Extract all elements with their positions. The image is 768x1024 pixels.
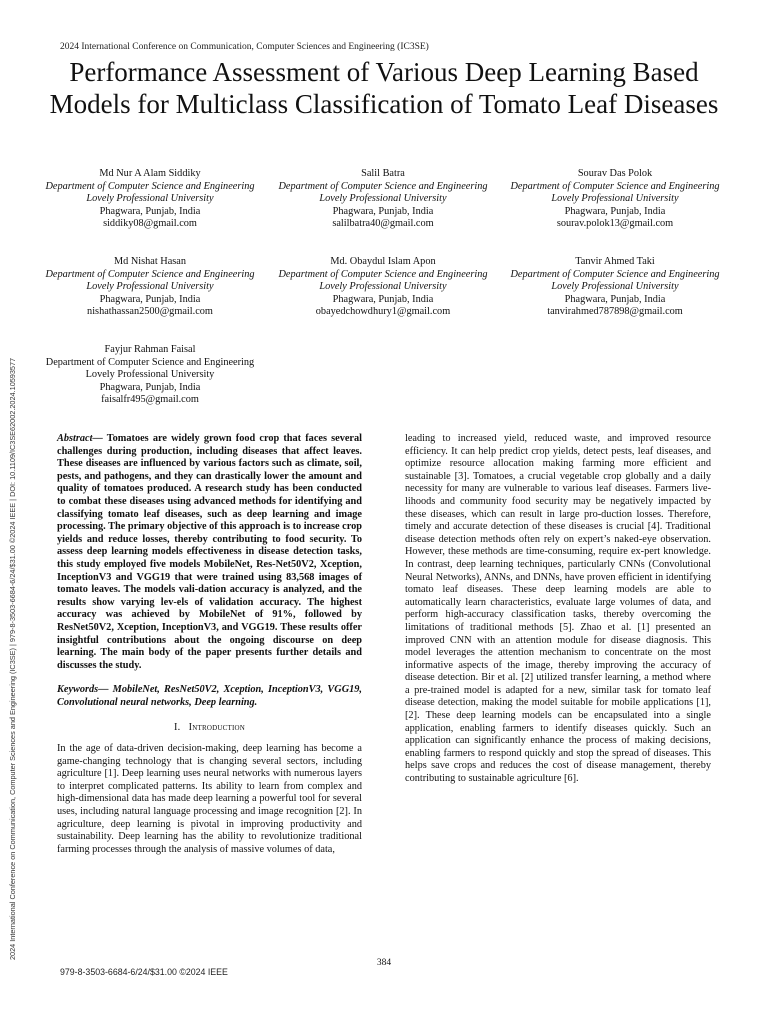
author-univ: Lovely Professional University [319, 281, 447, 293]
author-block [500, 168, 730, 231]
author-dept: Department of Computer Science and Engineering [278, 180, 488, 192]
author-univ: Lovely Professional University [551, 281, 679, 293]
author-location: Phagwara, Punjab, India [564, 293, 666, 305]
author-email[interactable]: sourav.polok13@gmail.com [556, 218, 674, 230]
copyright-footer: 979-8-3503-6684-6/24/$31.00 ©2024 IEEE [60, 967, 228, 977]
abstract-label: Abstract— [57, 433, 103, 444]
author-block [35, 344, 265, 407]
author-email[interactable]: siddiky08@gmail.com [103, 218, 197, 230]
author-location: Phagwara, Punjab, India [99, 381, 201, 393]
author-name: Md Nur A Alam Siddiky [99, 168, 201, 179]
conference-header: 2024 International Conference on Communication, Computer Sciences and Engineering (IC3SE) [60, 42, 429, 52]
author-univ: Lovely Professional University [319, 193, 447, 205]
author-block [268, 168, 498, 231]
author-email[interactable]: salilbatra40@gmail.com [332, 218, 434, 230]
author-dept: Department of Computer Science and Engineering [510, 180, 720, 192]
abstract [57, 433, 362, 672]
section-number: I. [173, 722, 181, 734]
author-univ: Lovely Professional University [551, 193, 679, 205]
author-name: Sourav Das Polok [577, 168, 653, 179]
intro-paragraph: In the age of data-driven decision-making, deep learning has become a game-changing technology that is changing several sectors, including agriculture [1]. Deep learning uses neural networks with numerous layers to interpret complicated patterns. Its ability to learn from complex and high-dimensional data has made deep learning a powerful tool for several uses, including natural language processing and image recognition [2]. In agriculture, deep learning is pivotal in improving productivity and sustainability. Deep learning has the ability to revolutionize traditional farming processes through the analysis of massive volumes of data, [57, 743, 362, 855]
author-name: Salil Batra [361, 168, 405, 179]
author-location: Phagwara, Punjab, India [99, 293, 201, 305]
author-location: Phagwara, Punjab, India [99, 205, 201, 217]
author-dept: Department of Computer Science and Engineering [45, 268, 255, 280]
left-column [57, 433, 362, 856]
author-dept: Department of Computer Science and Engineering [45, 180, 255, 192]
author-univ: Lovely Professional University [86, 281, 214, 293]
side-metadata: 2024 International Conference on Communication, Computer Sciences and Engineering (IC3SE) | 979-8-3503-6684-6/24/$31.00 ©2024 IEEE | DOI: 10.1109/IC3SE62002.2024.10593577 [8, 357, 17, 960]
author-name: Md. Obaydul Islam Apon [330, 256, 436, 267]
author-dept: Department of Computer Science and Engineering [45, 356, 255, 368]
author-email[interactable]: nishathassan2500@gmail.com [87, 306, 213, 318]
page-number: 384 [376, 958, 392, 968]
author-email[interactable]: tanvirahmed787898@gmail.com [547, 306, 683, 318]
author-location: Phagwara, Punjab, India [332, 205, 434, 217]
author-dept: Department of Computer Science and Engineering [510, 268, 720, 280]
author-email[interactable]: obayedchowdhury1@gmail.com [315, 306, 451, 318]
author-email[interactable]: faisalfr495@gmail.com [101, 394, 199, 406]
author-location: Phagwara, Punjab, India [332, 293, 434, 305]
author-univ: Lovely Professional University [85, 369, 215, 381]
author-block [35, 256, 265, 319]
author-dept: Department of Computer Science and Engineering [278, 268, 488, 280]
right-column [405, 433, 711, 786]
author-name: Tanvir Ahmed Taki [575, 256, 655, 267]
author-block [500, 256, 730, 319]
author-block [268, 256, 498, 319]
author-name: Md Nishat Hasan [113, 256, 187, 267]
author-name: Fayjur Rahman Faisal [104, 344, 196, 355]
author-block [35, 168, 265, 231]
intro-continuation: leading to increased yield, reduced waste, and improved resource efficiency. It can help predict crop yields, detect pests, leaf diseases, and optimize resource allocation making farming more efficient and sustainable [3]. Tomatoes, a crucial vegetable crop globally and a daily necessity for many are vulnerable to various leaf diseases. Farmers live-lihoods and community food security may be negatively impacted by these diseases, which can result in large pro-duction losses. Therefore, timely and accurate detection of these diseases is crucial [4]. Traditional disease detection methods often rely on expert’s naked-eye observation. However, these methods are time-consuming, require ex-pert knowledge. In contrast, deep learning techniques, particularly CNNs (Convolutional Neural Networks), ANNs, and DNNs, have proven efficient in identifying tomato leaf diseases. These deep learning models are able to automatically learn characteristics, evaluate large volumes of data, and perform high-accuracy classification tasks, thereby overcoming the limitations of traditional methods [5]. Zhao et al. [1] presented an improved CNN with an attention module for disease diagnosis. This model leverages the attention mechanism to concentrate on the most informative aspects of the image, thereby improving the accuracy of disease detection. Bir et al. [2] utilized transfer learning, a method where a pre-trained model is adapted for a new, similar task for tomato leaf disease detection, making the model suitable for mobile applications [1], [2]. These deep learning models can be encapsulated into a single application, enabling farmers to identify diseases quickly. Such an application can significantly enhance the process of making decisions, enabling farmers to respond quickly and stop the spread of diseases. This helps save crops and reduces the cost of disease management, thereby contributing to sustainable agriculture [6]. [405, 433, 711, 785]
author-location: Phagwara, Punjab, India [564, 205, 666, 217]
paper-title: Performance Assessment of Various Deep Learning Based Models for Multiclass Classification of Tomato Leaf Diseases [49, 57, 719, 119]
abstract-text: Tomatoes are widely grown food crop that faces several challenges during production, including diseases that affect leaves. These diseases are influenced by various factors such as climate, soil, pests, and pathogens, and they can drastically lower the amount and quality of tomatoes produced. A research study has been conducted to combat these diseases using advanced methods for identifying and classifying tomato leaf diseases, such as deep learning and image processing. The primary objective of this approach is to increase crop yields and reduce losses, thereby contributing to food security. To assess deep learning models effectiveness in disease detection tasks, this study employed five models MobileNet, Res-Net50V2, Xception, InceptionV3 and VGG19 that were trained using 83,568 images of tomato leaves. The models vali-dation accuracy is analyzed, and the results show varying lev-els of validation accuracy. The highest accuracy was achieved by MobileNet of 91%, followed by ResNet50V2, Xception, InceptionV3, and VGG19. These results offer insightful contributions about the ongoing discourse on deep learning. The main body of the paper presents further details and discusses the study. [57, 433, 362, 671]
keywords: Keywords— MobileNet, ResNet50V2, Xception, InceptionV3, VGG19, Convolutional neural networks, Deep learning. [57, 684, 362, 708]
section-heading [57, 722, 362, 735]
section-title: Introduction [188, 722, 246, 734]
author-univ: Lovely Professional University [86, 193, 214, 205]
